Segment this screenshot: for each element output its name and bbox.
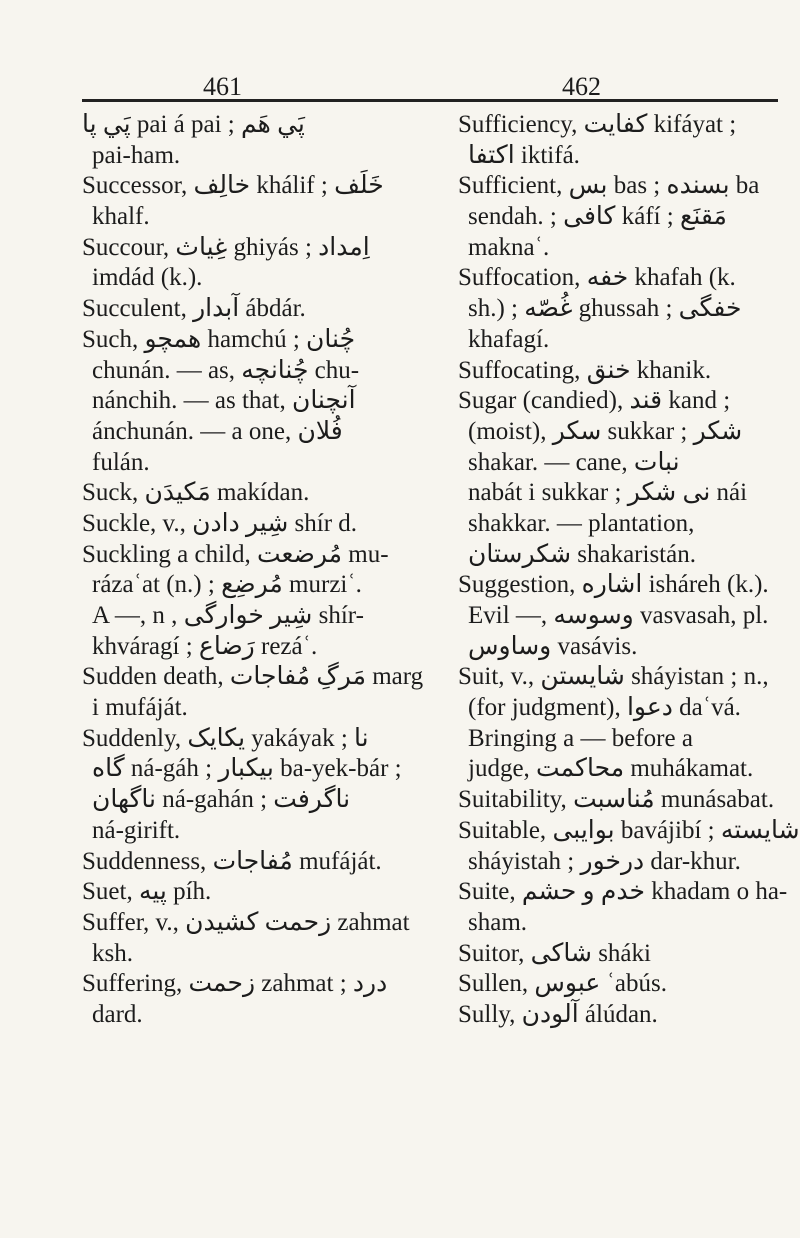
dictionary-entry	[82, 662, 424, 723]
entry-line: Sullen, عبوس ʿabús.	[458, 970, 667, 998]
entry-line: Successor, خالِف khálif ; خَلَف	[82, 172, 384, 200]
dictionary-entry	[458, 171, 784, 263]
dictionary-entry	[458, 662, 784, 785]
dictionary-entry	[82, 877, 402, 908]
entry-line: Such, همچو hamchú ; چُنان	[82, 325, 356, 353]
header-rule	[82, 99, 778, 102]
dictionary-entry	[458, 110, 784, 171]
dictionary-entry	[458, 939, 784, 970]
entry-line: Suddenness, مُفاجات mufáját.	[82, 847, 382, 875]
entry-line: i mufáját.	[92, 694, 188, 722]
dictionary-entry	[82, 325, 402, 478]
entry-line: Sufficiency, کفایت kifáyat ;	[458, 111, 737, 138]
entry-line: sh.) ; غُصّه ghussah ; خفگی	[468, 295, 742, 323]
dictionary-entry	[458, 263, 784, 355]
dictionary-entry	[82, 908, 410, 969]
entry-line: Succour, غِياث ghiyás ; اِمداد	[82, 233, 370, 261]
page-number-right: 462	[562, 72, 601, 101]
dictionary-entry	[82, 847, 402, 878]
entry-line: pai-ham.	[92, 141, 181, 169]
entry-line: ناگهان ná-gahán ; ناگرفت	[92, 786, 351, 814]
entry-line: Suitable, بوایبی bavájibí ; شایسته	[458, 816, 800, 844]
entry-line: ánchunán. — a one, فُلان	[92, 417, 343, 445]
entry-line: shakar. — cane, نبات	[468, 448, 680, 476]
entry-line: Evil —, وسوسه vasvasah, pl.	[468, 602, 769, 629]
dictionary-entry	[458, 969, 784, 1000]
entry-line: sham.	[468, 908, 528, 936]
dictionary-entry	[458, 816, 800, 877]
entry-line: Suite, خدم و حشم khadam o ha-	[458, 878, 788, 906]
entry-line: Suck, مَکیدَن makídan.	[82, 479, 310, 507]
entry-line: (moist), سکر sukkar ; شکر	[468, 417, 743, 445]
dictionary-entry	[82, 110, 402, 171]
dictionary-entry	[82, 724, 402, 847]
left-column	[82, 110, 424, 1031]
page-number-left: 461	[203, 72, 242, 101]
entry-line: sháyistah ; درخور dar-khur.	[468, 847, 741, 875]
entry-line: Suitability, مُناسبت munásabat.	[458, 786, 775, 814]
entry-line: Suet, پیه píh.	[82, 878, 212, 906]
dictionary-entry	[458, 877, 788, 938]
entry-line: maknaʿ.	[468, 233, 550, 261]
entry-line: پَي پا pai á pai ; پَي هَم	[82, 111, 305, 138]
entry-line: Suddenly, یکایک yakáyak ; نا	[82, 724, 369, 752]
entry-line: sendah. ; کافی káfí ; مَقنَع	[468, 203, 727, 231]
entry-line: Suckling a child, مُرضعت mu-	[82, 540, 389, 568]
entry-line: Suffering, زحمت zahmat ; درد	[82, 970, 388, 998]
entry-line: fulán.	[92, 448, 150, 476]
entry-line: Succulent, آبدار ábdár.	[82, 295, 306, 323]
dictionary-entry	[82, 509, 402, 540]
entry-line: (for judgment), دعوا daʿvá.	[468, 694, 741, 722]
dictionary-entry	[458, 386, 784, 570]
entry-line: اکتفا iktifá.	[468, 141, 580, 169]
entry-line: ná-girift.	[92, 816, 181, 844]
entry-line: Sufficient, بس bas ; بسنده ba	[458, 172, 760, 200]
entry-line: nabát i sukkar ; نی شکر nái	[468, 479, 748, 507]
right-column	[458, 110, 800, 1031]
entry-line: chunán. — as, چُنانچه chu-	[92, 356, 360, 384]
dictionary-entry	[82, 478, 402, 509]
entry-line: Suggestion, اشاره isháreh (k.).	[458, 571, 769, 599]
entry-line: Bringing a — before a	[468, 724, 693, 752]
entry-line: Suffocation, خفه khafah (k.	[458, 264, 736, 292]
entry-line: ksh.	[92, 939, 133, 967]
entry-line: وساوس vasávis.	[468, 632, 638, 660]
entry-line: khalf.	[92, 203, 150, 231]
dictionary-entry	[82, 233, 402, 294]
dictionary-entry	[458, 570, 784, 662]
entry-line: Suffer, v., زحمت کشیدن zahmat	[82, 908, 410, 936]
entry-line: Suckle, v., شِیر دادن shír d.	[82, 509, 358, 537]
entry-line: Sugar (candied), قند kand ;	[458, 387, 731, 415]
dictionary-entry	[458, 1000, 784, 1031]
entry-line: imdád (k.).	[92, 264, 203, 292]
entry-line: rázaʿat (n.) ; مُرضِع murziʿ.	[92, 571, 362, 599]
entry-line: nánchih. — as that, آنچنان	[92, 387, 356, 415]
entry-line: dard.	[92, 1000, 143, 1028]
dictionary-entry	[458, 356, 784, 387]
entry-line: Sully, آلودن álúdan.	[458, 1000, 658, 1028]
entry-line: Suitor, شاکی sháki	[458, 939, 651, 967]
entry-line: khváragí ; رَضاع rezáʿ.	[92, 632, 318, 660]
entry-line: judge, محاکمت muhákamat.	[468, 755, 754, 783]
dictionary-entry	[82, 540, 402, 663]
entry-line: شکرستان shakaristán.	[468, 540, 696, 568]
dictionary-entry	[458, 785, 784, 816]
entry-line: shakkar. — plantation,	[468, 509, 695, 537]
entry-line: A —, n , شِیر خوارگی shír-	[92, 602, 364, 629]
entry-line: گاه ná-gáh ; بیکبار ba-yek-bár ;	[92, 755, 402, 783]
entry-line: Suit, v., شایستن sháyistan ; n.,	[458, 663, 769, 691]
entry-line: Sudden death, مَرگِ مُفاجات marg	[82, 663, 424, 691]
entry-line: khafagí.	[468, 325, 550, 353]
dictionary-entry	[82, 171, 402, 232]
dictionary-entry	[82, 294, 402, 325]
dictionary-entry	[82, 969, 402, 1030]
entry-line: Suffocating, خنق khanik.	[458, 356, 712, 384]
